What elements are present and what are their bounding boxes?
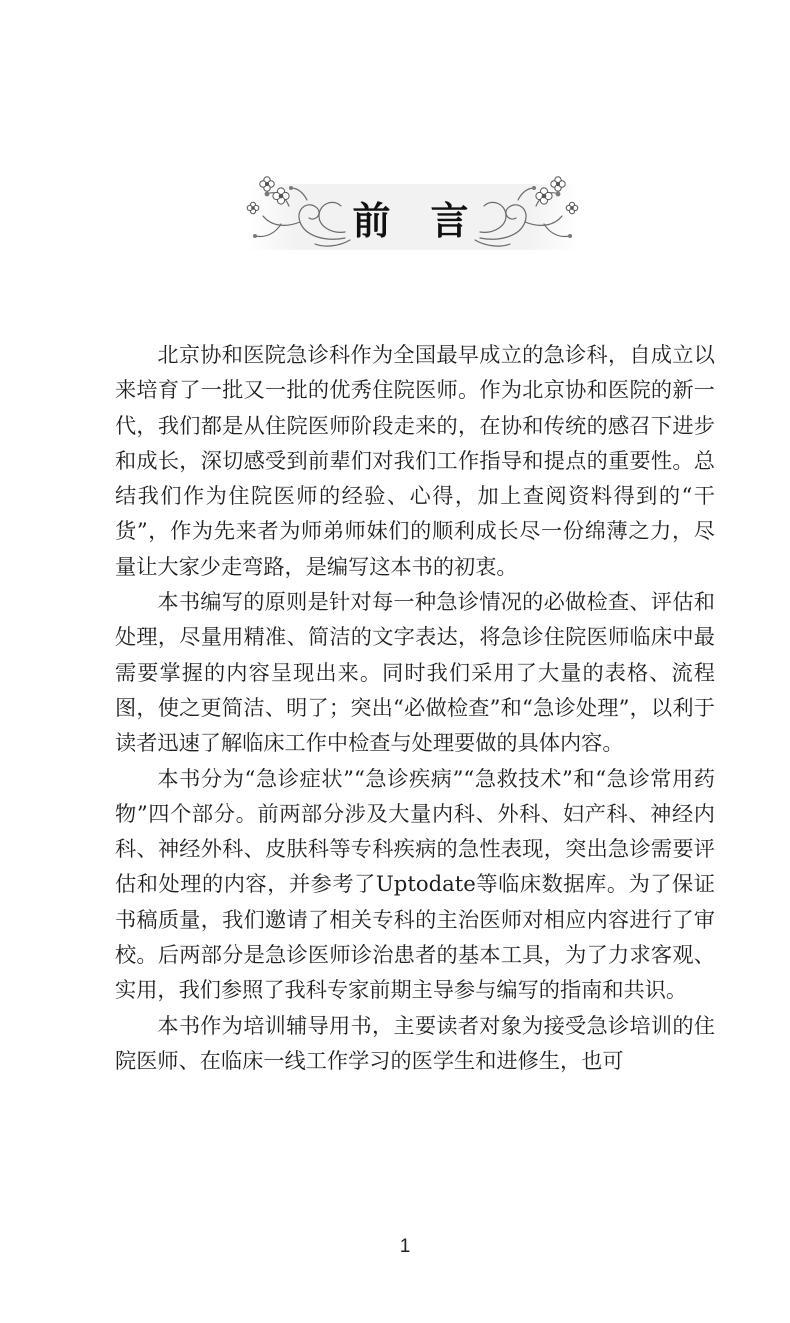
- page-title: [245, 190, 580, 245]
- paragraph: 本书作为培训辅导用书，主要读者对象为接受急诊培训的住院医师、在临床一线工作学习的医学生和进修生，也可: [115, 1012, 715, 1073]
- paragraph: 本书分为“急诊症状”“急诊疾病”“急救技术”和“急诊常用药物”四个部分。前两部分涉及大量内科、外科、妇产科、神经内科、神经外科、皮肤科等专科疾病的急性表现，突出急诊需要评估和处理的内容，并参考了Uptodate等临床数据库。为了保证书稿质量，我们邀请了相关专科的主治医师对相应内容进行了审校。后两部分是急诊医师诊治患者的基本工具，为了力求客观、实用，我们参照了我科专家前期主导参与编写的指南和共识。: [115, 765, 715, 1003]
- paragraph: 北京协和医院急诊科作为全国最早成立的急诊科，自成立以来培育了一批又一批的优秀住院医师。作为北京协和医院的新一代，我们都是从住院医师阶段走来的，在协和传统的感召下进步和成长，深切感受到前辈们对我们工作指导和提点的重要性。总结我们作为住院医师的经验、心得，加上查阅资料得到的“干货”，作为先来者为师弟师妹们的顺利成长尽一份绵薄之力，尽量让大家少走弯路，是编写这本书的初衷。: [115, 342, 715, 579]
- preface-body: [115, 337, 715, 1078]
- paragraph: 本书编写的原则是针对每一种急诊情况的必做检查、评估和处理，尽量用精准、简洁的文字表达，将急诊住院医师临床中最需要掌握的内容呈现出来。同时我们采用了大量的表格、流程图，使之更简洁、明了；突出“必做检查”和“急诊处理”，以利于读者迅速了解临床工作中检查与处理要做的具体内容。: [115, 589, 715, 756]
- page-number: 1: [399, 1236, 411, 1257]
- title-char-left: 前: [352, 198, 395, 243]
- title-char-right: 言: [430, 198, 473, 243]
- preface-heading: [245, 176, 580, 254]
